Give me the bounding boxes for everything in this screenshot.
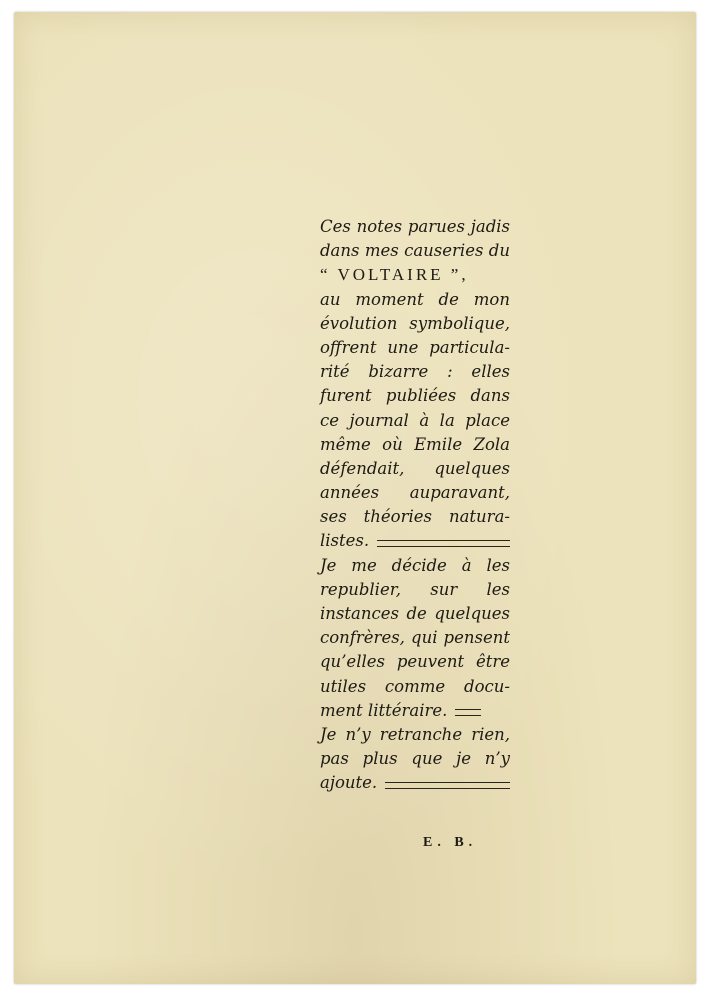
- text-line: [320, 336, 510, 360]
- text-line: [320, 771, 510, 795]
- text-line-content: évolution symbolique,: [320, 313, 510, 333]
- text-line: [320, 723, 510, 747]
- text-line: [320, 288, 510, 312]
- text-line-content: instances de quelques: [320, 604, 510, 623]
- text-line: [320, 602, 510, 626]
- text-line-content: qu’elles peuvent être: [320, 652, 510, 672]
- text-line-content: ce journal à la place: [320, 410, 510, 430]
- text-line-content: republier, sur les: [320, 579, 510, 599]
- text-line-content: années auparavant,: [320, 483, 510, 503]
- text-line: [320, 239, 510, 263]
- text-line: [320, 675, 510, 699]
- text-line-content: défendait, quelques: [320, 458, 510, 478]
- text-line: [320, 650, 510, 674]
- text-line: [320, 554, 510, 578]
- paper-page: [14, 12, 696, 984]
- text-line-content: rité bizarre : elles: [320, 362, 510, 382]
- text-line-content: même où Emile Zola: [320, 434, 510, 454]
- text-line-content: Je me décide à les: [320, 555, 510, 575]
- text-line-content: listes.: [320, 531, 370, 551]
- text-line: [320, 384, 510, 408]
- preface-text: [320, 215, 510, 796]
- text-line: [320, 699, 510, 723]
- text-line: [320, 578, 510, 602]
- text-line: [320, 263, 510, 287]
- text-line-content: ajoute.: [320, 773, 378, 793]
- text-line-content: ment littéraire.: [320, 700, 448, 720]
- signature-initials: E. B.: [423, 835, 478, 850]
- ornamental-rule: [385, 782, 510, 789]
- text-line: [320, 626, 510, 650]
- text-line-content: utiles comme docu-: [320, 676, 510, 696]
- text-line-content: offrent une particula-: [320, 337, 510, 357]
- text-line: [320, 433, 510, 457]
- text-line: [320, 215, 510, 239]
- text-line-content: Ces notes parues jadis: [320, 217, 510, 236]
- text-line-content: pas plus que je n’y: [320, 749, 510, 769]
- text-line: [320, 360, 510, 384]
- ornamental-rule: [377, 540, 510, 547]
- text-line-content: furent publiées dans: [320, 386, 510, 406]
- text-line-content: Je n’y retranche rien,: [320, 724, 510, 744]
- text-line-content: ses théories natura-: [320, 507, 510, 527]
- text-line: [320, 529, 510, 553]
- text-line: [320, 481, 510, 505]
- text-line-content: confrères, qui pensent: [320, 628, 510, 648]
- ornamental-rule: [455, 709, 481, 716]
- text-line-content: au moment de mon: [320, 289, 510, 309]
- text-line-content: “ VOLTAIRE ”,: [320, 265, 469, 285]
- text-line: [320, 747, 510, 771]
- text-line: [320, 312, 510, 336]
- text-line-content: dans mes causeries du: [320, 241, 510, 261]
- text-line: [320, 457, 510, 481]
- text-line: [320, 409, 510, 433]
- text-line: [320, 505, 510, 529]
